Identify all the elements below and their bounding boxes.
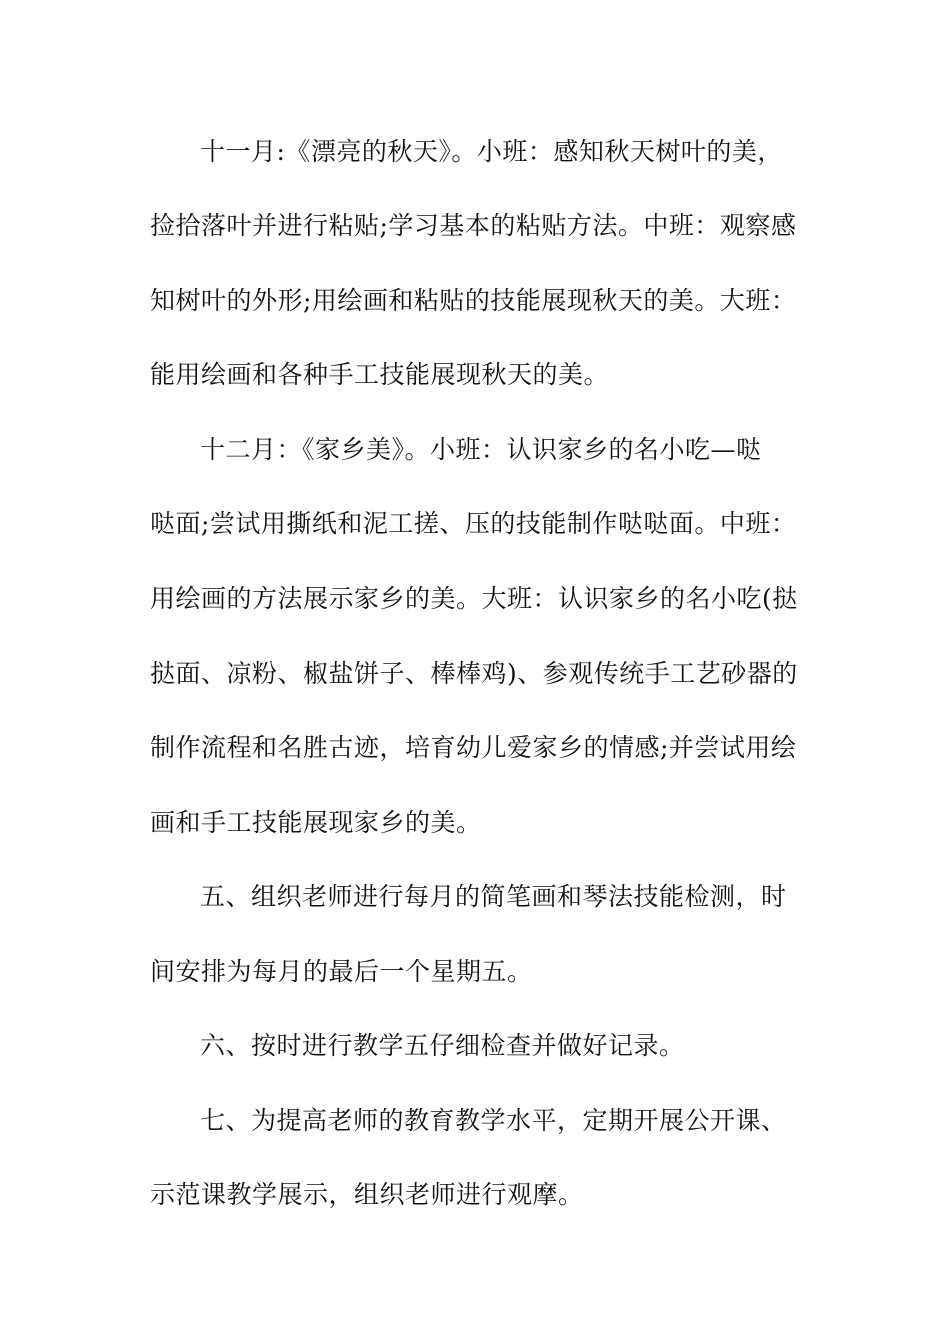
paragraph-december-line-1: 十二月：《家乡美》。小班：认识家乡的名小吃—哒 <box>200 435 762 464</box>
paragraph-december-line-3: 用绘画的方法展示家乡的美。大班：认识家乡的名小吃(挞 <box>150 584 798 613</box>
paragraph-december-line-6: 画和手工技能展现家乡的美。 <box>150 808 482 837</box>
paragraph-item-six-line-1: 六、按时进行教学五仔细检查并做好记录。 <box>200 1031 685 1060</box>
paragraph-december-line-5: 制作流程和名胜古迹，培育幼儿爱家乡的情感;并尝试用绘 <box>150 733 797 762</box>
paragraph-december-line-2: 哒面;尝试用撕纸和泥工搓、压的技能制作哒哒面。中班： <box>150 509 797 538</box>
paragraph-item-seven-line-1: 七、为提高老师的教育教学水平，定期开展公开课、 <box>200 1106 787 1135</box>
paragraph-november-line-3: 知树叶的外形;用绘画和粘贴的技能展现秋天的美。大班： <box>150 286 797 315</box>
paragraph-item-five-line-1: 五、组织老师进行每月的简笔画和琴法技能检测，时 <box>200 882 787 911</box>
paragraph-november-line-1: 十一月:《漂亮的秋天》。小班：感知秋天树叶的美， <box>200 137 783 166</box>
paragraph-december-line-4: 挞面、凉粉、椒盐饼子、棒棒鸡)、参观传统手工艺砂器的 <box>150 659 798 688</box>
paragraph-item-five-line-2: 间安排为每月的最后一个星期五。 <box>150 957 533 986</box>
paragraph-november-line-2: 捡拾落叶并进行粘贴;学习基本的粘贴方法。中班：观察感 <box>150 211 797 240</box>
paragraph-item-seven-line-2: 示范课教学展示，组织老师进行观摩。 <box>150 1180 584 1209</box>
paragraph-november-line-4: 能用绘画和各种手工技能展现秋天的美。 <box>150 360 610 389</box>
